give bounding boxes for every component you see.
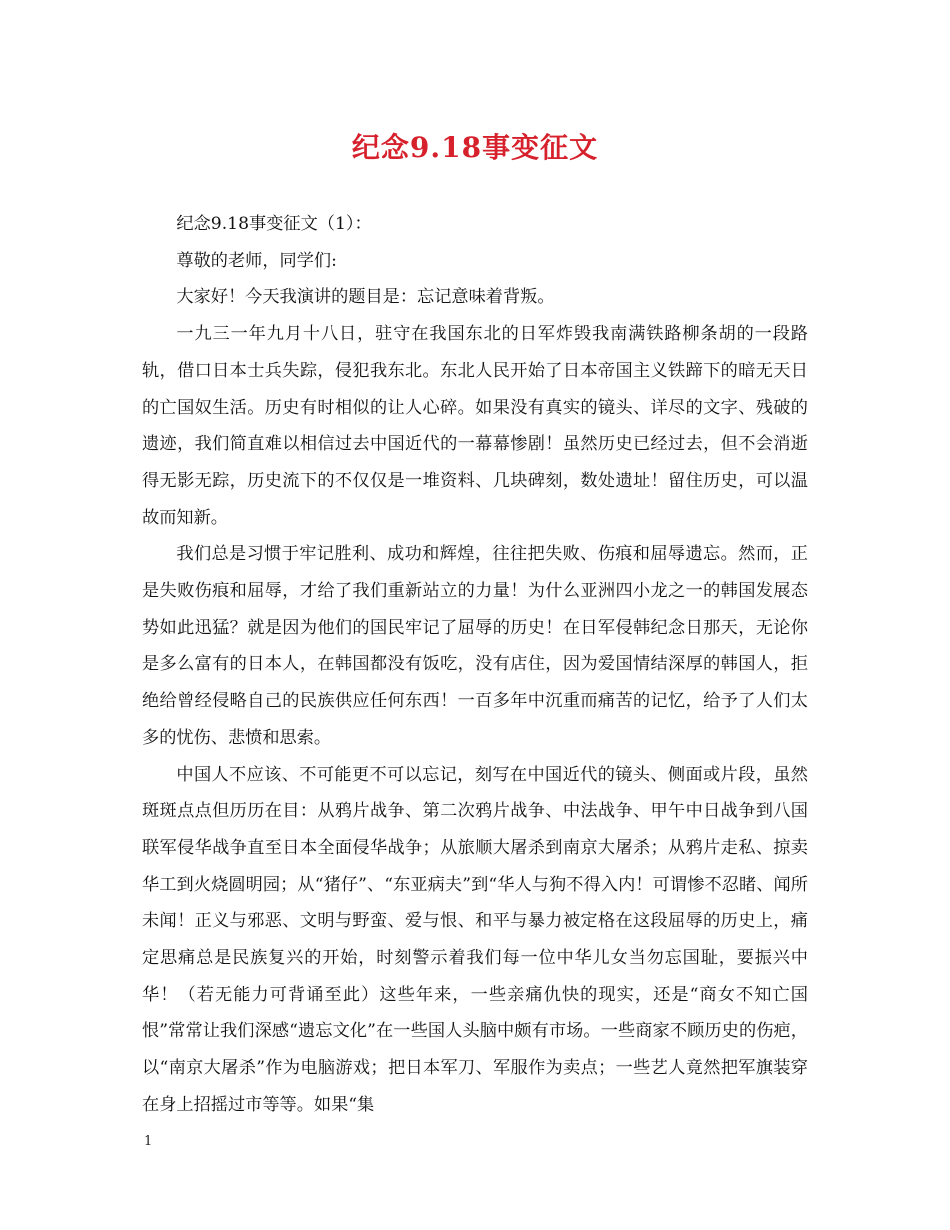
paragraph-history: 一九三一年九月十八日，驻守在我国东北的日军炸毁我南满铁路柳条胡的一段路轨，借口日本士兵失踪，侵犯我东北。东北人民开始了日本帝国主义铁蹄下的暗无天日的亡国奴生活。历史有时相似的让人心碎。如果没有真实的镜头、详尽的文字、残破的遗迹，我们简直难以相信过去中国近代的一幕幕惨剧！虽然历史已经过去，但不会消逝得无影无踪，历史流下的不仅仅是一堆资料、几块碑刻，数处遗址！留住历史，可以温故而知新。: [142, 324, 808, 528]
document-body: [142, 206, 808, 1124]
paragraph-greeting: 大家好！今天我演讲的题目是：忘记意味着背叛。: [176, 287, 555, 308]
document-title: 纪念9.18事变征文: [351, 131, 599, 164]
paragraph-remembrance: 我们总是习惯于牢记胜利、成功和辉煌，往往把失败、伤痕和屈辱遗忘。然而，正是失败伤痕和屈辱，才给了我们重新站立的力量！为什么亚洲四小龙之一的韩国发展态势如此迅猛？就是因为他们的国民牢记了屈辱的历史！在日军侵韩纪念日那天，无论你是多么富有的日本人，在韩国都没有饭吃，没有店住，因为爱国情结深厚的韩国人，拒绝给曾经侵略自己的民族供应任何东西！一百多年中沉重而痛苦的记忆，给予了人们太多的忧伤、悲愤和思索。: [142, 544, 808, 748]
page-number: 1: [144, 1134, 153, 1149]
paragraph-national-humiliation: 中国人不应该、不可能更不可以忘记，刻写在中国近代的镜头、侧面或片段，虽然斑斑点点但历历在目：从鸦片战争、第二次鸦片战争、中法战争、甲午中日战争到八国联军侵华战争直至日本全面侵华战争；从旅顺大屠杀到南京大屠杀；从鸦片走私、掠卖华工到火烧圆明园；从“猪仔”、“东亚病夫”到“华人与狗不得入内！可谓惨不忍睹、闻所未闻！正义与邪恶、文明与野蛮、爱与恨、和平与暴力被定格在这段屈辱的历史上，痛定思痛总是民族复兴的开始，时刻警示着我们每一位中华儿女当勿忘国耻，要振兴中华！（若无能力可背诵至此）这些年来，一些亲痛仇快的现实，还是“商女不知亡国恨”常常让我们深感“遗忘文化”在一些国人头脑中颇有市场。一些商家不顾历史的伤疤，以“南京大屠杀”作为电脑游戏；把日本军刀、军服作为卖点；一些艺人竟然把军旗装穿在身上招摇过市等等。如果“集: [142, 764, 808, 1115]
paragraph-salutation: 尊敬的老师，同学们:: [176, 250, 337, 271]
paragraph-heading: 纪念9.18事变征文（1）：: [176, 214, 372, 234]
